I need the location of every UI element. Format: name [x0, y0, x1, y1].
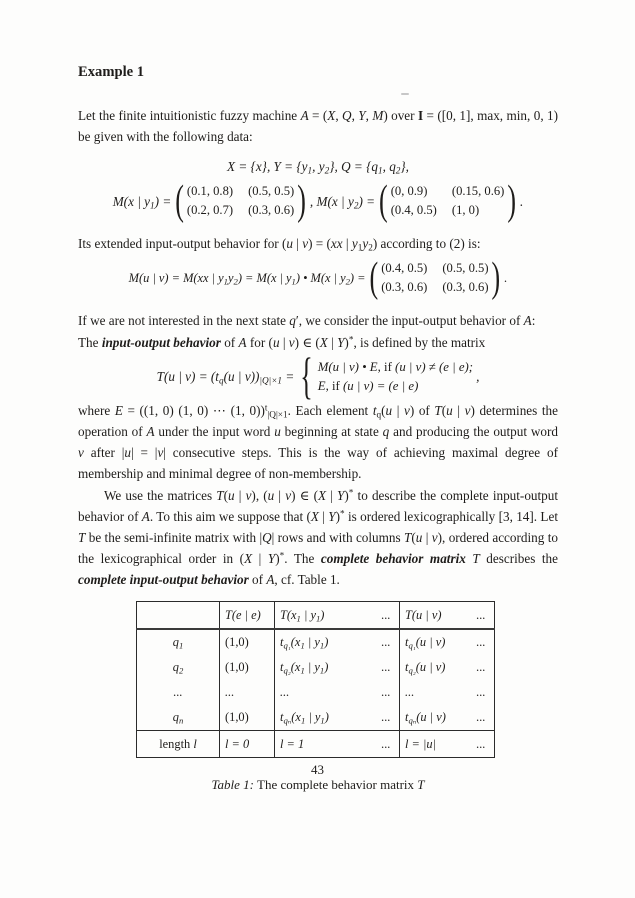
table-cell: ... [405, 685, 415, 699]
table-cell: (1,0) [220, 655, 275, 680]
table-cell: ... [373, 705, 400, 731]
table-row [137, 629, 495, 655]
formula-matrix2-lhs: , M(x | $y_2$) = [309, 193, 376, 211]
right-paren-icon: ) [297, 176, 306, 224]
matrix-cell: (0.15, 0.6) [451, 184, 505, 198]
paragraph-machine-definition: Let the finite intuitionistic fuzzy machine A = (X, Q, Y, M) over I = ([0, 1], max, min, 0, 1) be given with the following data: [78, 108, 558, 144]
matrix-cell: (0.3, 0.6) [442, 280, 489, 294]
page-number: 43 [311, 762, 324, 777]
table-header-cell: ... [468, 602, 495, 630]
case-lines [318, 358, 473, 395]
paragraph-complete-behavior: We use the matrices T(u | v), (u | v) ∈ (X | Y)* to describe the complete input-output behavior of A. To this aim we suppose that (X | Y)* is ordered lexicographically [3, 14]. Let T be the semi-infinite matrix with |Q| rows and with columns T(u | v), ordered according to the lexicographical order in (X | Y)*. The complete behavior matrix T describes the complete input-output behavior of A, cf. Table 1. [78, 487, 559, 587]
table-cell: $q_2$ [137, 655, 220, 680]
table-cell: $t_{q_1}(u$ | v) [405, 635, 446, 651]
table-header-cell [137, 602, 220, 630]
table-cell: ... [476, 635, 486, 649]
table-cell: $t_{q_1}(x_1$ | $y_1$) [280, 635, 329, 651]
table-row [137, 731, 495, 758]
table-row [137, 705, 495, 731]
table-cell: ... [476, 685, 486, 699]
formula-period: . [520, 193, 524, 209]
paragraph-io-behavior: The input-output behavior of A for (u | v) ∈ (X | Y)*, is defined by the matrix [78, 334, 486, 350]
table-cell: ... [373, 731, 400, 758]
table-header-cell: $T(x_1$ | $y_1$) [275, 602, 374, 630]
table-cell: l = 1 [275, 731, 374, 758]
matrix-cell: (0.5, 0.5) [248, 184, 295, 198]
matrix-m-uv [369, 253, 502, 301]
behavior-table [136, 601, 495, 758]
table-cell: length l [137, 731, 220, 758]
equation-transition-matrices [78, 176, 558, 224]
table-cell: ... [468, 731, 495, 758]
section-heading: Example 1 [78, 64, 145, 80]
paragraph-where-E: where E = ((1, 0) (1, 0) ⋯ (1, 0))$^t_{|Q|\times 1}$. Each element $t_q(u$ | v) of T(u | v) determines the operation of A under the input word u beginning at state q and producing the output word v after |u| = |v| consecutive steps. This is the way of achieving maximal degree of membership and minimal degree of non-membership. [78, 402, 559, 481]
right-paren-icon: ) [491, 253, 501, 301]
table-cell: (1,0) [220, 629, 275, 655]
table-header-cell: ... [373, 602, 400, 630]
formula-T-lhs: T(u | $v) = (t_q(u$ | $v))_{|Q|\times 1}$ = [156, 369, 295, 386]
left-paren-icon: ( [379, 176, 388, 224]
matrix-entries [379, 259, 490, 297]
table-cell: $q_1$ [137, 629, 220, 655]
matrix-entries [389, 182, 507, 220]
matrix-cell: (0.1, 0.8) [186, 184, 234, 198]
matrix-m-x-y1 [174, 176, 307, 224]
table-header-cell: T(e | e) [220, 602, 275, 630]
matrix-entries [185, 182, 296, 220]
behavior-table-body [137, 602, 495, 758]
table-cell: (1,0) [220, 705, 275, 731]
matrix-cell: (0.4, 0.5) [390, 203, 437, 217]
formula-matrix1-lhs: M(x | $y_1$) = [112, 193, 172, 211]
table-caption: Table 1: The complete behavior matrix T [211, 777, 425, 792]
table-cell: l = |u| [400, 731, 469, 758]
table-cell: $t_{q_2}(u$ | v) [405, 660, 446, 676]
table-cell: $t_{q_n}(x_1$ | $y_1$) [280, 710, 329, 726]
table-row [137, 680, 495, 705]
formula-period: . [504, 270, 508, 285]
table-cell: $t_{q_2}(x_1$ | $y_1$) [280, 660, 329, 676]
equation-extended-behavior [78, 253, 558, 301]
table-cell: ... [373, 680, 400, 705]
paragraph-extended-behavior: Its extended input-output behavior for (u | v) = (xx | $y_1y_2$) according to (2) is: [78, 236, 481, 253]
matrix-cell: (1, 0) [451, 203, 480, 217]
table-cell: ... [373, 655, 400, 680]
table-cell: ... [280, 685, 290, 699]
table-cell: ... [373, 629, 400, 655]
matrix-cell: (0, 0.9) [390, 184, 428, 198]
matrix-cell: (0.5, 0.5) [442, 261, 489, 275]
content-column [78, 62, 558, 795]
table-cell: ... [137, 680, 220, 705]
table-cell: l = 0 [220, 731, 275, 758]
matrix-cell: (0.3, 0.6) [248, 203, 295, 217]
table-header-cell: T(u | v) [400, 602, 469, 630]
table-cell: $t_{q_n}(u$ | v) [405, 710, 446, 726]
formula-sets: X = {x}, $Y = \{y_1$, $y_2$}, $Q = \{q_1$, $q_2$}, [227, 159, 409, 176]
matrix-cell: (0.4, 0.5) [381, 261, 428, 275]
matrix-cell: (0.2, 0.7) [186, 203, 234, 217]
matrix-m-x-y2 [378, 176, 517, 224]
table-header-row [137, 602, 495, 630]
formula-muv-lhs: M(u | v) = M(xx | $y_1y_2) = M(x$ | $y_1$) • M(x | $y_2$) = [128, 270, 366, 286]
table-cell: $q_n$ [137, 705, 220, 731]
case-line-2: E, if (u | v) = (e | e) [317, 379, 419, 393]
equation-T-definition [78, 347, 558, 404]
left-curly-brace: { [300, 347, 313, 404]
equation-set-definitions [78, 156, 558, 177]
formula-comma: , [476, 369, 480, 384]
right-paren-icon: ) [507, 176, 517, 224]
paragraph-next-state: If we are not interested in the next state q′, we consider the input-output behavior of A: [78, 313, 536, 328]
table-cell: ... [220, 680, 275, 705]
table-row [137, 655, 495, 680]
table-cell: ... [476, 710, 486, 724]
matrix-cell: (0.3, 0.6) [381, 280, 428, 294]
case-line-1: M(u | v) • E, if (u | v) ≠ (e | e); [317, 360, 474, 374]
left-paren-icon: ( [369, 253, 379, 301]
table-cell: ... [476, 660, 486, 674]
left-paren-icon: ( [175, 176, 184, 224]
